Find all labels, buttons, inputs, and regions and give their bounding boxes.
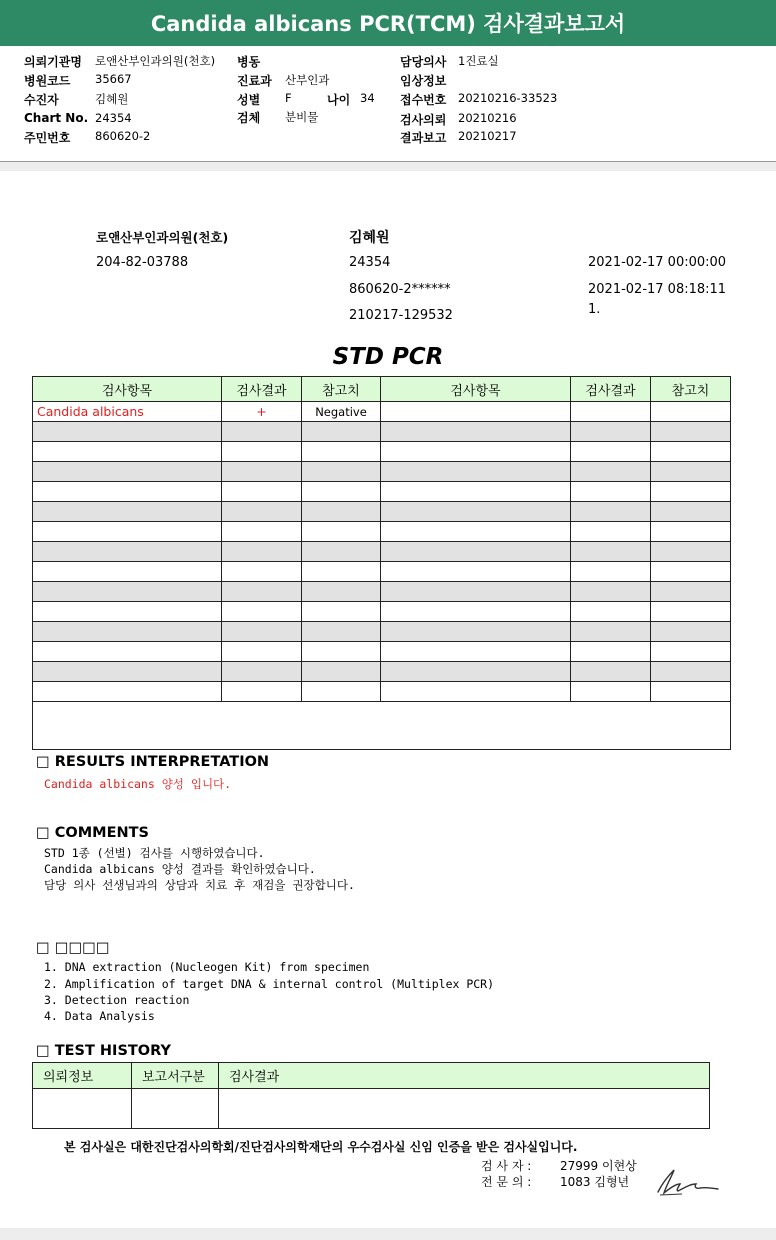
resident-value: 860620-2	[95, 129, 151, 143]
results-interpretation-text: Candida albicans 양성 입니다.	[44, 777, 232, 791]
table-row	[33, 562, 731, 582]
table-row	[33, 442, 731, 462]
specialist-label: 전 문 의 :	[481, 1175, 532, 1189]
table-row	[33, 482, 731, 502]
report-title: Candida albicans PCR(TCM) 검사결과보고서	[0, 0, 776, 46]
col-test-result-2: 검사결과	[571, 377, 651, 402]
table-row	[33, 522, 731, 542]
hospital-code-value: 35667	[95, 72, 132, 86]
table-row	[33, 422, 731, 442]
ward-label: 병동	[237, 55, 261, 69]
method-line: 3. Detection reaction	[44, 993, 190, 1007]
patient-label: 수진자	[24, 93, 59, 107]
page-index: 1.	[588, 302, 601, 317]
reported-datetime: 2021-02-17 08:18:11	[588, 282, 727, 297]
col-test-item-2: 검사항목	[381, 377, 571, 402]
comments-heading: □ COMMENTS	[36, 825, 149, 841]
registration-number: 204-82-03788	[96, 255, 189, 270]
specialist-value: 1083 김형년	[560, 1175, 630, 1189]
col-test-result: 검사결과	[222, 377, 302, 402]
bottom-band	[0, 1228, 776, 1240]
col-reference: 참고치	[302, 377, 381, 402]
table-row	[33, 462, 731, 482]
report-date-label: 결과보고	[400, 131, 447, 145]
comment-line: 담당 의사 선생님과의 상담과 치료 후 재검을 권장합니다.	[44, 878, 355, 892]
patient-name: 김혜원	[349, 230, 390, 246]
col-test-item: 검사항목	[33, 377, 222, 402]
table-row	[33, 502, 731, 522]
comment-line: Candida albicans 양성 결과를 확인하였습니다.	[44, 862, 316, 876]
department-value: 산부인과	[285, 73, 330, 87]
age-value: 34	[360, 91, 375, 105]
specimen-label: 검체	[237, 111, 261, 125]
method-line: 1. DNA extraction (Nucleogen Kit) from specimen	[44, 960, 370, 974]
patient-value: 김혜원	[95, 92, 129, 106]
result-table	[32, 376, 731, 750]
patient-resident-number: 860620-2******	[349, 282, 451, 297]
test-result-cell: +	[222, 402, 302, 422]
lab-name: 로앤산부인과의원(천호)	[96, 230, 229, 245]
result-table-header	[33, 377, 731, 402]
results-interpretation-heading: □ RESULTS INTERPRETATION	[36, 754, 270, 770]
section-title: STD PCR	[332, 344, 444, 370]
report-date-value: 20210217	[458, 129, 517, 143]
hospital-code-label: 병원코드	[24, 74, 71, 88]
examiner-value: 27999 이현상	[560, 1159, 637, 1173]
table-row	[33, 622, 731, 642]
col-reference-2: 참고치	[651, 377, 731, 402]
institution-value: 로앤산부인과의원(천호)	[95, 54, 216, 68]
table-row	[33, 602, 731, 622]
col-request-info: 의뢰정보	[33, 1063, 132, 1089]
examiner-label: 검 사 자 :	[481, 1159, 532, 1173]
table-row	[33, 402, 731, 422]
table-row	[33, 642, 731, 662]
table-row	[33, 682, 731, 702]
table-footer-row	[33, 702, 731, 750]
patient-receipt-number: 210217-129532	[349, 308, 453, 323]
doctor-label: 담당의사	[400, 55, 447, 69]
specimen-value: 분비물	[285, 110, 319, 124]
request-date-label: 검사의뢰	[400, 113, 447, 127]
separator-band	[0, 162, 776, 171]
comment-line: STD 1종 (선별) 검사를 시행하였습니다.	[44, 846, 265, 860]
resident-label: 주민번호	[24, 131, 71, 145]
certification-text: 본 검사실은 대한진단검사의학회/진단검사의학재단의 우수검사실 신임 인증을 받은 검사실입니다.	[64, 1140, 578, 1154]
report-header	[0, 46, 776, 162]
doctor-value: 1진료실	[458, 54, 499, 68]
method-heading: □ □□□□	[36, 940, 110, 956]
received-datetime: 2021-02-17 00:00:00	[588, 255, 727, 270]
table-row	[33, 542, 731, 562]
receipt-label: 접수번호	[400, 93, 447, 107]
table-row	[33, 582, 731, 602]
table-row	[33, 1089, 710, 1129]
table-row	[33, 662, 731, 682]
history-table	[32, 1062, 710, 1129]
col-report-type: 보고서구분	[132, 1063, 219, 1089]
chart-label: Chart No.	[24, 111, 89, 125]
history-table-header	[33, 1063, 710, 1089]
signature-image	[652, 1162, 722, 1200]
receipt-value: 20210216-33523	[458, 91, 558, 105]
sex-value: F	[285, 91, 292, 105]
col-history-result: 검사결과	[219, 1063, 710, 1089]
method-line: 2. Amplification of target DNA & internal control (Multiplex PCR)	[44, 977, 495, 991]
clinical-info-label: 임상정보	[400, 74, 447, 88]
institution-label: 의뢰기관명	[24, 55, 82, 69]
reference-cell: Negative	[302, 402, 381, 422]
chart-value: 24354	[95, 111, 132, 125]
patient-chart: 24354	[349, 255, 391, 270]
age-label: 나이	[327, 93, 351, 107]
test-history-heading: □ TEST HISTORY	[36, 1043, 171, 1059]
request-date-value: 20210216	[458, 111, 517, 125]
method-line: 4. Data Analysis	[44, 1009, 155, 1023]
sex-label: 성별	[237, 93, 261, 107]
test-item-cell: Candida albicans	[33, 402, 222, 422]
department-label: 진료과	[237, 74, 272, 88]
